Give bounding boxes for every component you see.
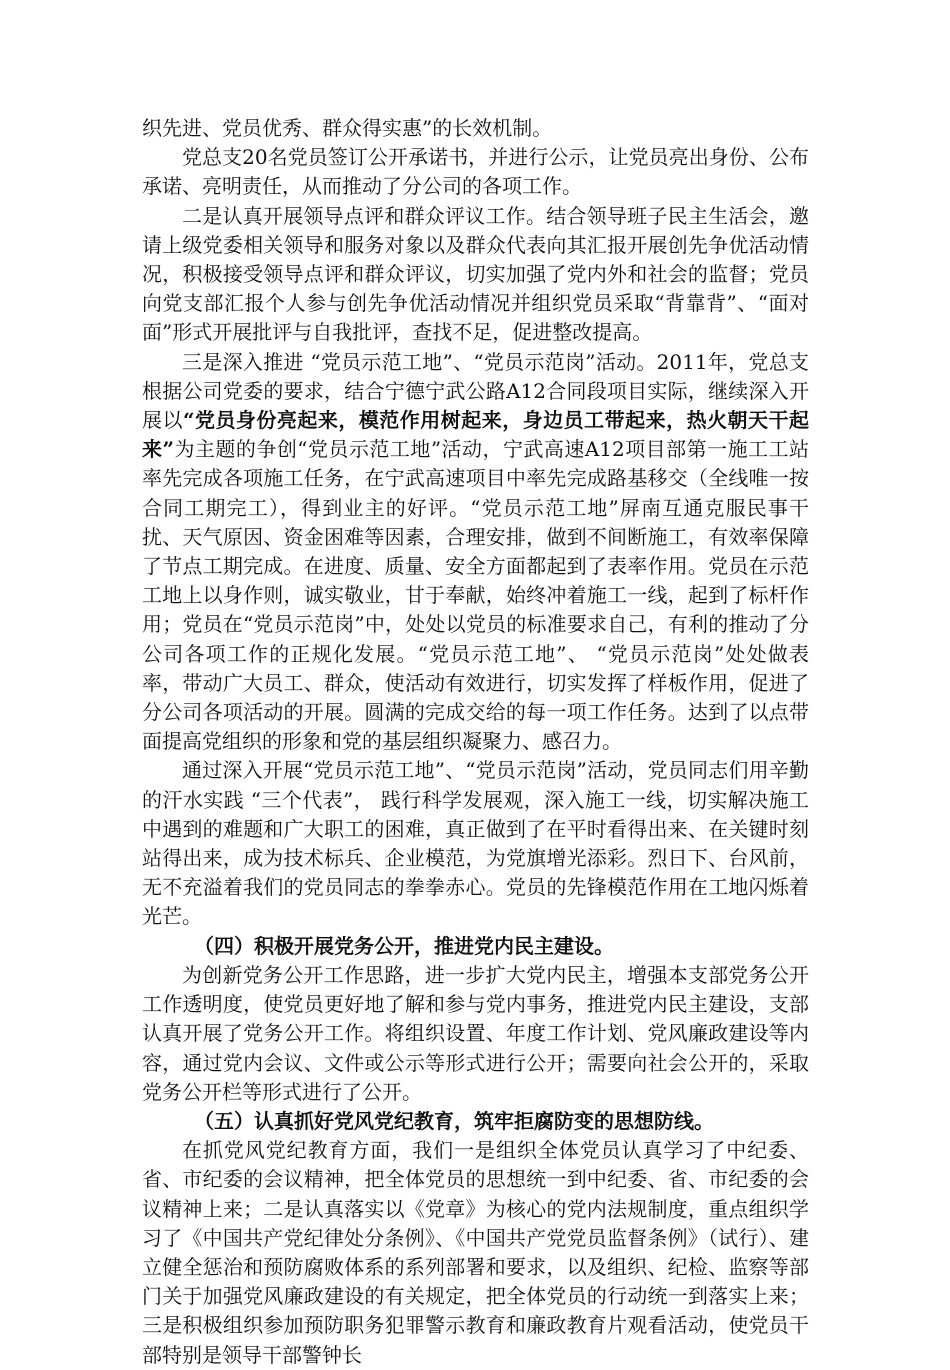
paragraph-evaluation: 二是认真开展领导点评和群众评议工作。结合领导班子民主生活会，邀请上级党委相关领导和服务对象以及群众代表向其汇报开展创先争优活动情况，积极接受领导点评和群众评议，切实加强了党内外和社会的监督；党员向党支部汇报个人参与创先争优活动情况并组织党员采取“背靠背”、“面对面”形式开展批评与自我批评，查找不足，促进整改提高。 [142, 203, 809, 345]
paragraph-party-affairs: 为创新党务公开工作思路，进一步扩大党内民主，增强本支部党务公开工作透明度，使党员更好地了解和参与党内事务，推进党内民主建设，支部认真开展了党务公开工作。将组织设置、年度工作计划、党风廉政建设等内容，通过党内会议、文件或公示等形式进行公开；需要向社会公开的，采取党务公开栏等形式进行了公开。 [142, 962, 809, 1104]
paragraph-discipline-education: 在抓党风党纪教育方面，我们一是组织全体党员认真学习了中纪委、省、市纪委的会议精神，把全体党员的思想统一到中纪委、省、市纪委的会议精神上来；二是认真落实以《党章》为核心的党内法规制度，重点组织学习了《中国共产党纪律处分条例》、《中国共产党党员监督条例》（试行）、建立健全惩治和预防腐败体系的系列部署和要求，以及组织、纪检、监察等部门关于加强党风廉政建设的有关规定，把全体党员的行动统一到落实上来；三是积极组织参加预防职务犯罪警示教育和廉政教育片观看活动，使党员干部特别是领导干部警钟长 [142, 1138, 809, 1367]
section-heading-5: （五）认真抓好党风党纪教育，筑牢拒腐防变的思想防线。 [194, 1108, 714, 1133]
slogan-bold: “党员身份亮起来，模范作用树起来，身边员工带起来，热火朝天干起来” [142, 408, 809, 462]
paragraph-demonstration-site [142, 348, 809, 757]
paragraph-commitment: 党总支20名党员签订公开承诺书，并进行公示，让党员亮出身份、公布承诺、亮明责任，从而推动了分公司的各项工作。 [142, 145, 809, 199]
paragraph-demonstration-body: 为主题的争创“党员示范工地”活动，宁武高速A12项目部第一施工工站率先完成各项施工任务，在宁武高速项目中率先完成路基移交（全线唯一按合同工期完工），得到业主的好评。“党员示范工地”屏南互通克服民事干扰、天气原因、资金困难等因素，合理安排，做到不间断施工，有效率保障了节点工期完成。在进度、质量、安全方面都起到了表率作用。党员在示范工地上以身作则，诚实敬业，甘于奉献，始终冲着施工一线，起到了标杆作用；党员在“党员示范岗”中，处处以党员的标准要求自己，有利的推动了分公司各项工作的正规化发展。“党员示范工地”、 “党员示范岗”处处做表率，带动广大员工、群众，使活动有效进行，切实发挥了样板作用，促进了分公司各项活动的开展。圆满的完成交给的每一项工作任务。达到了以点带面提高党组织的形象和党的基层组织凝聚力、感召力。 [142, 437, 809, 754]
paragraph-pioneer-role: 通过深入开展“党员示范工地”、“党员示范岗”活动，党员同志们用辛勤的汗水实践 “三个代表”， 践行科学发展观，深入施工一线，切实解决施工中遇到的难题和广大职工的困难，真正做到了在平时看得出来、在关键时刻站得出来，成为技术标兵、企业模范，为党旗增光添彩。烈日下、台风前，无不充溢着我们的党员同志的拳拳赤心。党员的先锋模范作用在工地闪烁着光芒。 [142, 758, 809, 929]
paragraph-demonstration-intro: 三是深入推进 “党员示范工地”、“党员示范岗”活动。2011年，党总支根据公司党委的要求，结合宁德宁武公路A12合同段项目实际，继续深入开展以 [142, 349, 809, 433]
document-body [142, 114, 809, 1370]
section-heading-4: （四）积极开展党务公开，推进党内民主建设。 [194, 933, 614, 958]
paragraph-continuation: 织先进、党员优秀、群众得实惠”的长效机制。 [142, 116, 553, 140]
